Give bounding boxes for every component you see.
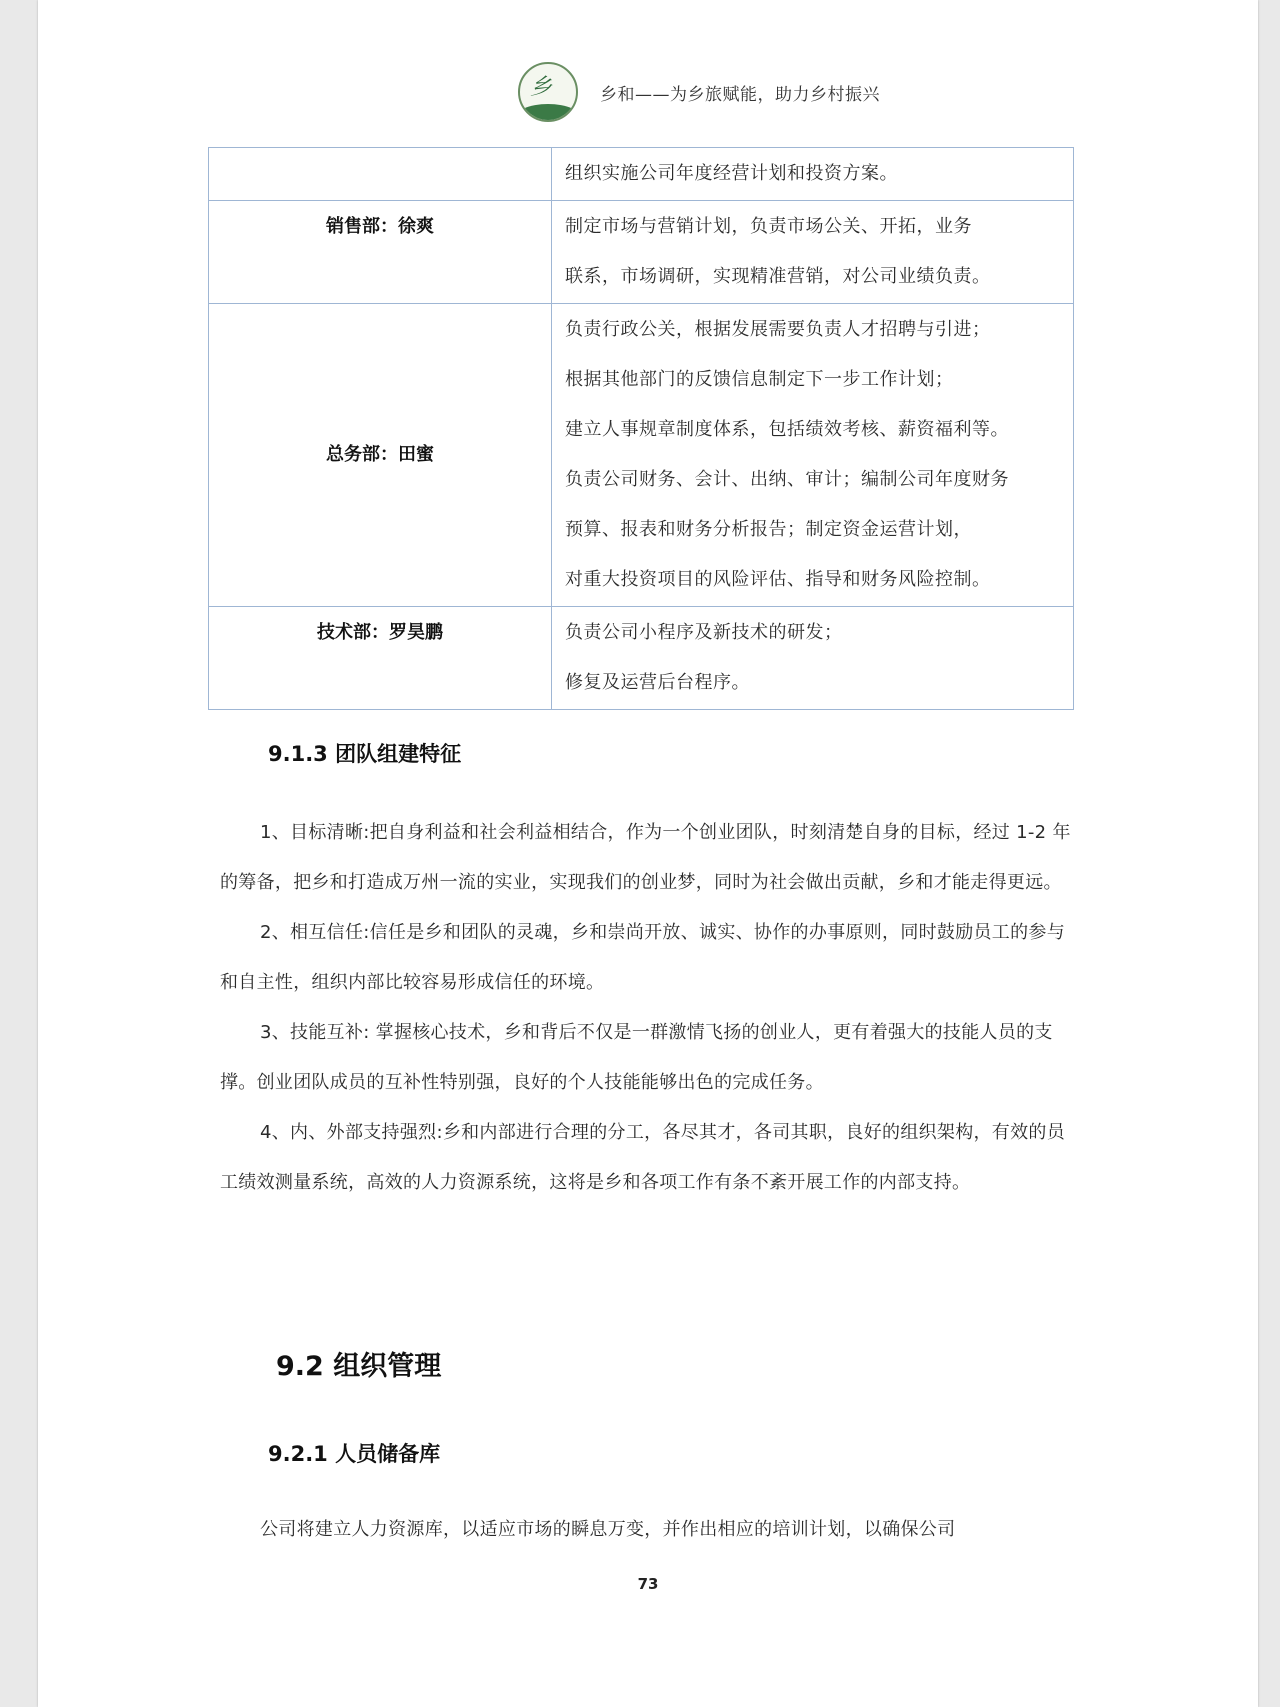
duty-cell (552, 148, 1074, 201)
duty-cell (552, 201, 1074, 304)
page-header (518, 62, 880, 122)
section-heading-9-2-1: 9.2.1 人员储备库 (268, 1442, 441, 1466)
department-duties-table (208, 147, 1074, 710)
paragraph: 1、目标清晰:把自身利益和社会利益相结合，作为一个创业团队，时刻清楚自身的目标，经过 1-2 年的筹备，把乡和打造成万州一流的实业，实现我们的创业梦，同时为社会做出贡献，乡和才能走得更远。 (220, 822, 1071, 893)
page-number: 73 (637, 1575, 659, 1593)
duty-line: 预算、报表和财务分析报告；制定资金运营计划， (565, 519, 972, 540)
paragraph: 公司将建立人力资源库，以适应市场的瞬息万变，并作出相应的培训计划，以确保公司 (260, 1519, 956, 1540)
paragraph: 2、相互信任:信任是乡和团队的灵魂，乡和崇尚开放、诚实、协作的办事原则，同时鼓励员工的参与和自主性，组织内部比较容易形成信任的环境。 (220, 922, 1066, 993)
header-title: 乡和——为乡旅赋能，助力乡村振兴 (600, 84, 880, 105)
duty-line: 制定市场与营销计划，负责市场公关、开拓，业务 (565, 216, 972, 237)
paragraph: 3、技能互补: 掌握核心技术，乡和背后不仅是一群激情飞扬的创业人，更有着强大的技能人员的支撑。创业团队成员的互补性特别强，良好的个人技能能够出色的完成任务。 (220, 1022, 1053, 1093)
duty-line: 负责公司小程序及新技术的研发； (565, 622, 843, 643)
dept-cell: 总务部：田蜜 (209, 304, 552, 607)
table-row (209, 607, 1074, 710)
duty-cell (552, 304, 1074, 607)
section-heading-9-2: 9.2 组织管理 (276, 1351, 442, 1382)
duty-line: 对重大投资项目的风险评估、指导和财务风险控制。 (565, 569, 991, 590)
xianghe-logo-icon: 乡 (518, 62, 578, 122)
document-page (38, 0, 1258, 1707)
duty-line: 联系，市场调研，实现精准营销，对公司业绩负责。 (565, 266, 991, 287)
dept-cell (209, 148, 552, 201)
duty-line: 根据其他部门的反馈信息制定下一步工作计划； (565, 369, 954, 390)
duty-line: 修复及运营后台程序。 (565, 672, 750, 693)
table-row (209, 148, 1074, 201)
personnel-reserve-body (220, 1505, 1078, 1555)
paragraph: 4、内、外部支持强烈:乡和内部进行合理的分工，各尽其才，各司其职，良好的组织架构，有效的员工绩效测量系统，高效的人力资源系统，这将是乡和各项工作有条不紊开展工作的内部支持。 (220, 1122, 1066, 1193)
team-traits-body (220, 808, 1078, 1208)
duty-cell (552, 607, 1074, 710)
duty-line: 建立人事规章制度体系，包括绩效考核、薪资福利等。 (565, 419, 1009, 440)
table-row (209, 304, 1074, 607)
dept-cell: 销售部：徐爽 (209, 201, 552, 304)
section-heading-9-1-3: 9.1.3 团队组建特征 (268, 742, 462, 766)
table-row (209, 201, 1074, 304)
duty-line: 负责行政公关，根据发展需要负责人才招聘与引进； (565, 319, 991, 340)
dept-cell: 技术部：罗昊鹏 (209, 607, 552, 710)
duty-line: 组织实施公司年度经营计划和投资方案。 (565, 163, 898, 184)
duty-line: 负责公司财务、会计、出纳、审计；编制公司年度财务 (565, 469, 1009, 490)
